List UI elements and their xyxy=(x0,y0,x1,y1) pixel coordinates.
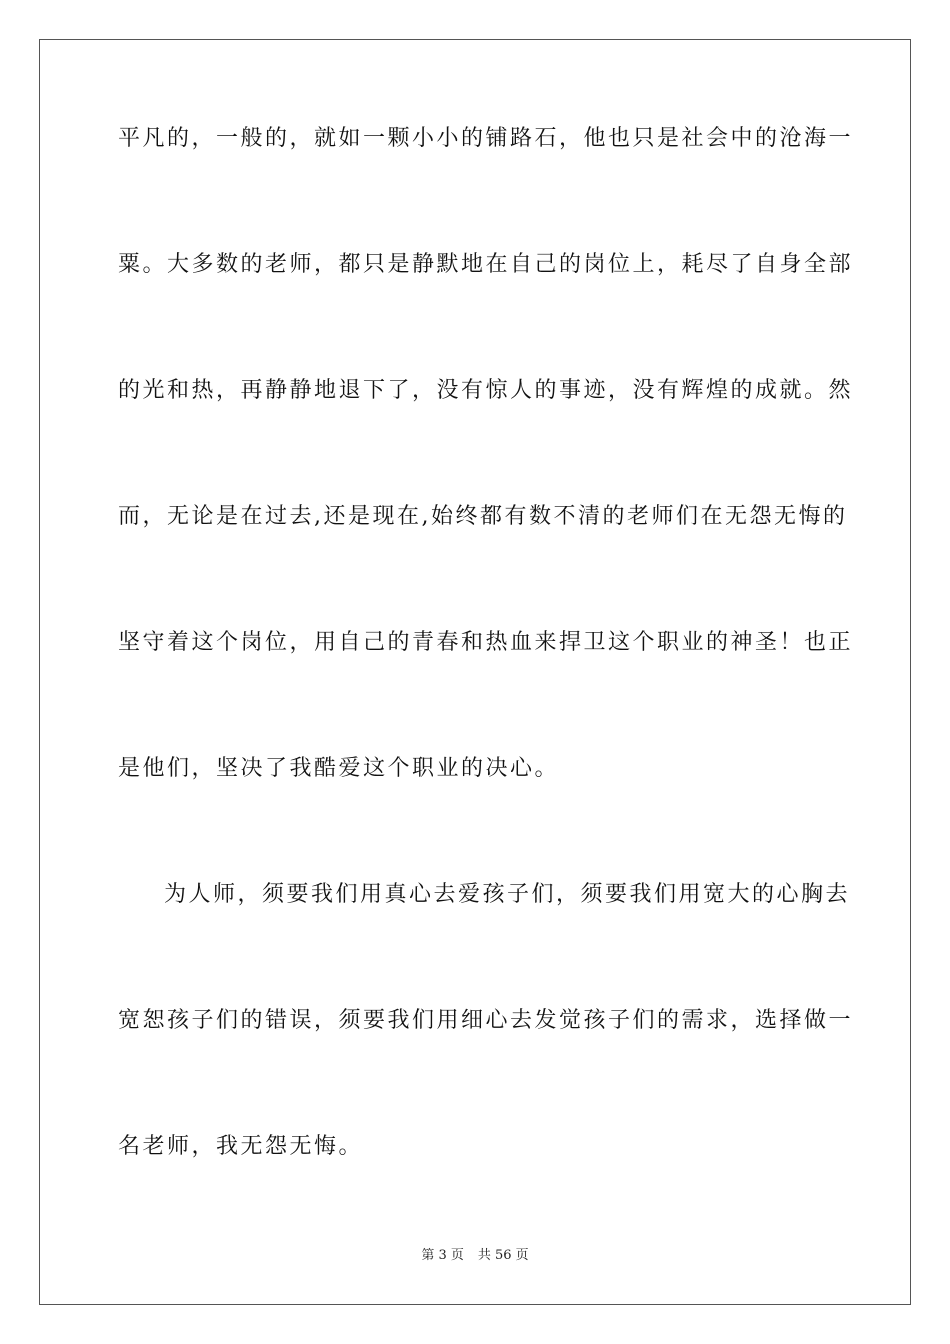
text-line: 平凡的，一般的，就如一颗小小的铺路石，他也只是社会中的沧海一 xyxy=(118,126,854,151)
text-line: 是他们，坚决了我酷爱这个职业的决心。 xyxy=(118,756,560,781)
text-line: 宽恕孩子们的错误，须要我们用细心去发觉孩子们的需求，选择做一 xyxy=(118,1008,854,1033)
paragraph-start-line: 为人师，须要我们用真心去爱孩子们，须要我们用宽大的心胸去 xyxy=(164,882,851,907)
text-line: 粟。大多数的老师，都只是静默地在自己的岗位上，耗尽了自身全部 xyxy=(118,252,854,277)
text-line: 坚守着这个岗位，用自己的青春和热血来捍卫这个职业的神圣！也正 xyxy=(118,630,854,655)
text-line: 名老师，我无怨无悔。 xyxy=(118,1134,364,1159)
document-body xyxy=(118,118,854,1252)
page-total: 共 56 页 xyxy=(477,1248,529,1263)
text-line: 的光和热，再静静地退下了，没有惊人的事迹，没有辉煌的成就。然 xyxy=(118,378,854,403)
page-footer xyxy=(0,1246,950,1266)
page-number: 第 3 页 xyxy=(421,1248,464,1263)
text-line: 而，无论是在过去,还是现在,始终都有数不清的老师们在无怨无悔的 xyxy=(118,504,848,529)
